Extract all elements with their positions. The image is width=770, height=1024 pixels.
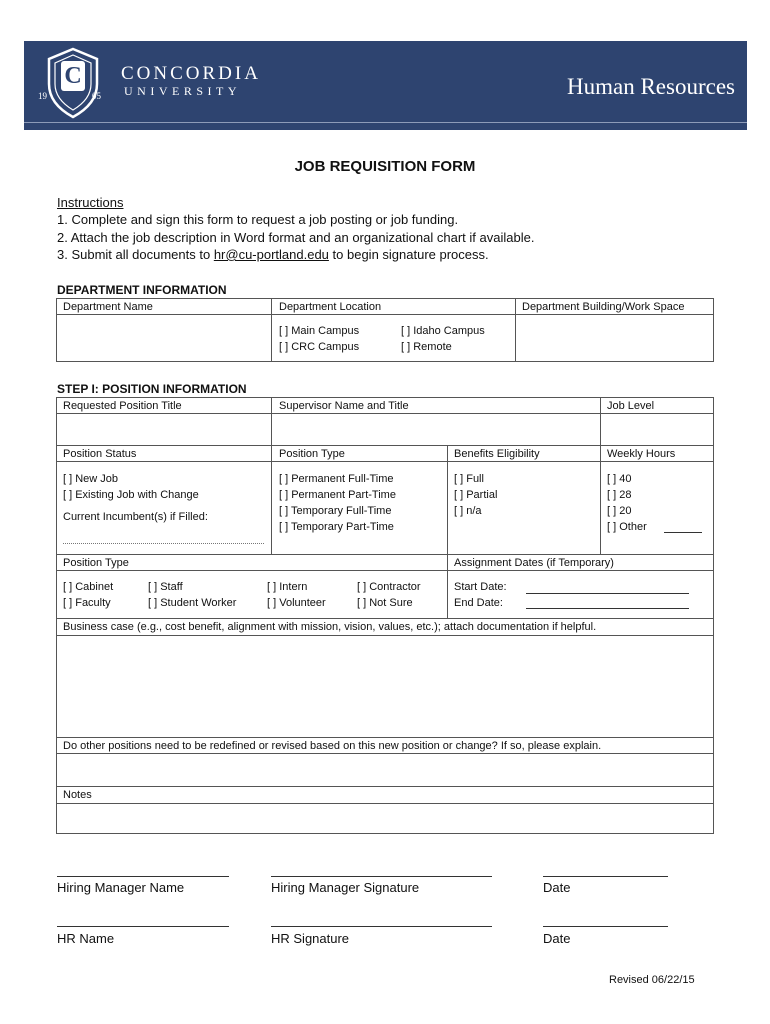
other-positions-field[interactable] [57, 754, 713, 786]
type2-volunteer-checkbox[interactable]: [ ] Volunteer [267, 597, 326, 609]
hr-email-link[interactable]: hr@cu-portland.edu [213, 247, 329, 262]
weekly-hours-label: Weekly Hours [607, 448, 676, 460]
type-temporary-full-checkbox[interactable]: [ ] Temporary Full-Time [279, 505, 392, 517]
status-existing-job-checkbox[interactable]: [ ] Existing Job with Change [63, 489, 199, 501]
other-positions-label: Do other positions need to be redefined or revised based on this new position or change? If so, please explain. [63, 740, 602, 752]
department-name-label: Department Name [63, 301, 153, 313]
location-main-campus-checkbox[interactable]: [ ] Main Campus [279, 325, 360, 337]
type2-contractor-checkbox[interactable]: [ ] Contractor [357, 581, 421, 593]
current-incumbent-label: Current Incumbent(s) if Filled: [63, 511, 208, 523]
supervisor-field[interactable] [272, 414, 600, 445]
year-left: 19 [38, 91, 47, 101]
supervisor-label: Supervisor Name and Title [279, 400, 409, 412]
revised-date: Revised 06/22/15 [609, 974, 695, 986]
assignment-dates-label: Assignment Dates (if Temporary) [454, 557, 614, 569]
requested-title-label: Requested Position Title [63, 400, 182, 412]
type2-staff-checkbox[interactable]: [ ] Staff [148, 581, 183, 593]
hours-40-checkbox[interactable]: [ ] 40 [607, 473, 632, 485]
university-name: concordia [121, 55, 261, 85]
benefits-label: Benefits Eligibility [454, 448, 540, 460]
hiring-manager-signature-line[interactable] [271, 876, 492, 877]
type-permanent-full-checkbox[interactable]: [ ] Permanent Full-Time [279, 473, 394, 485]
date1-label: Date [543, 880, 571, 895]
location-idaho-campus-checkbox[interactable]: [ ] Idaho Campus [401, 325, 485, 337]
department-building-label: Department Building/Work Space [522, 301, 685, 313]
hours-28-checkbox[interactable]: [ ] 28 [607, 489, 632, 501]
position-type2-label: Position Type [63, 557, 129, 569]
benefits-na-checkbox[interactable]: [ ] n/a [454, 505, 482, 517]
department-building-field[interactable] [516, 315, 713, 361]
start-date-label: Start Date: [454, 581, 507, 593]
type-temporary-part-checkbox[interactable]: [ ] Temporary Part-Time [279, 521, 394, 533]
hours-other-checkbox[interactable]: [ ] Other [607, 521, 647, 533]
hr-name-label: HR Name [57, 931, 115, 946]
hr-signature-label: HR Signature [271, 931, 350, 946]
benefits-full-checkbox[interactable]: [ ] Full [454, 473, 484, 485]
form-title: JOB REQUISITION FORM [294, 158, 476, 175]
type2-student-worker-checkbox[interactable]: [ ] Student Worker [148, 597, 237, 609]
hours-20-checkbox[interactable]: [ ] 20 [607, 505, 632, 517]
date2-label: Date [543, 931, 571, 946]
hours-other-field[interactable] [664, 532, 702, 533]
hiring-manager-signature-label: Hiring Manager Signature [271, 880, 420, 895]
university-sub: UNIVERSITY [124, 84, 241, 98]
instruction-item: 1. Complete and sign this form to request a job posting or job funding. [57, 212, 459, 227]
hiring-manager-name-label: Hiring Manager Name [57, 880, 185, 895]
business-case-label: Business case (e.g., cost benefit, alignment with mission, vision, values, etc.); attach documentation if helpful. [63, 621, 597, 633]
header-banner [24, 41, 747, 130]
instruction-item: 3. Submit all documents to hr@cu-portland.edu to begin signature process. [57, 247, 489, 262]
end-date-label: End Date: [454, 597, 503, 609]
type2-intern-checkbox[interactable]: [ ] Intern [267, 581, 308, 593]
position-heading: STEP I: POSITION INFORMATION [57, 382, 247, 396]
type2-cabinet-checkbox[interactable]: [ ] Cabinet [63, 581, 114, 593]
hiring-manager-name-line[interactable] [57, 876, 229, 877]
requested-title-field[interactable] [57, 414, 271, 445]
business-case-field[interactable] [57, 636, 713, 737]
end-date-field[interactable] [526, 608, 689, 609]
department-location-label: Department Location [279, 301, 382, 313]
hr-name-line[interactable] [57, 926, 229, 927]
department-name-field[interactable] [57, 315, 271, 361]
location-crc-campus-checkbox[interactable]: [ ] CRC Campus [279, 341, 360, 353]
logo-letter: C [64, 63, 82, 89]
benefits-partial-checkbox[interactable]: [ ] Partial [454, 489, 498, 501]
type2-faculty-checkbox[interactable]: [ ] Faculty [63, 597, 111, 609]
notes-label: Notes [63, 789, 92, 801]
date2-line[interactable] [543, 926, 668, 927]
instructions-heading: Instructions [57, 195, 124, 210]
status-new-job-checkbox[interactable]: [ ] New Job [63, 473, 119, 485]
instruction-item: 2. Attach the job description in Word format and an organizational chart if available. [57, 230, 535, 245]
department-heading: DEPARTMENT INFORMATION [57, 283, 227, 297]
type2-not-sure-checkbox[interactable]: [ ] Not Sure [357, 597, 413, 609]
location-remote-checkbox[interactable]: [ ] Remote [401, 341, 452, 353]
type-permanent-part-checkbox[interactable]: [ ] Permanent Part-Time [279, 489, 396, 501]
notes-field[interactable] [57, 804, 713, 833]
position-type-label: Position Type [279, 448, 345, 460]
banner-divider [24, 122, 747, 123]
current-incumbent-field[interactable] [63, 543, 264, 544]
job-level-field[interactable] [601, 414, 713, 445]
department-title: Human Resources [567, 74, 735, 99]
position-status-label: Position Status [63, 448, 137, 460]
start-date-field[interactable] [526, 593, 689, 594]
job-level-label: Job Level [607, 400, 655, 412]
year-right: 05 [92, 91, 101, 101]
date1-line[interactable] [543, 876, 668, 877]
hr-signature-line[interactable] [271, 926, 492, 927]
